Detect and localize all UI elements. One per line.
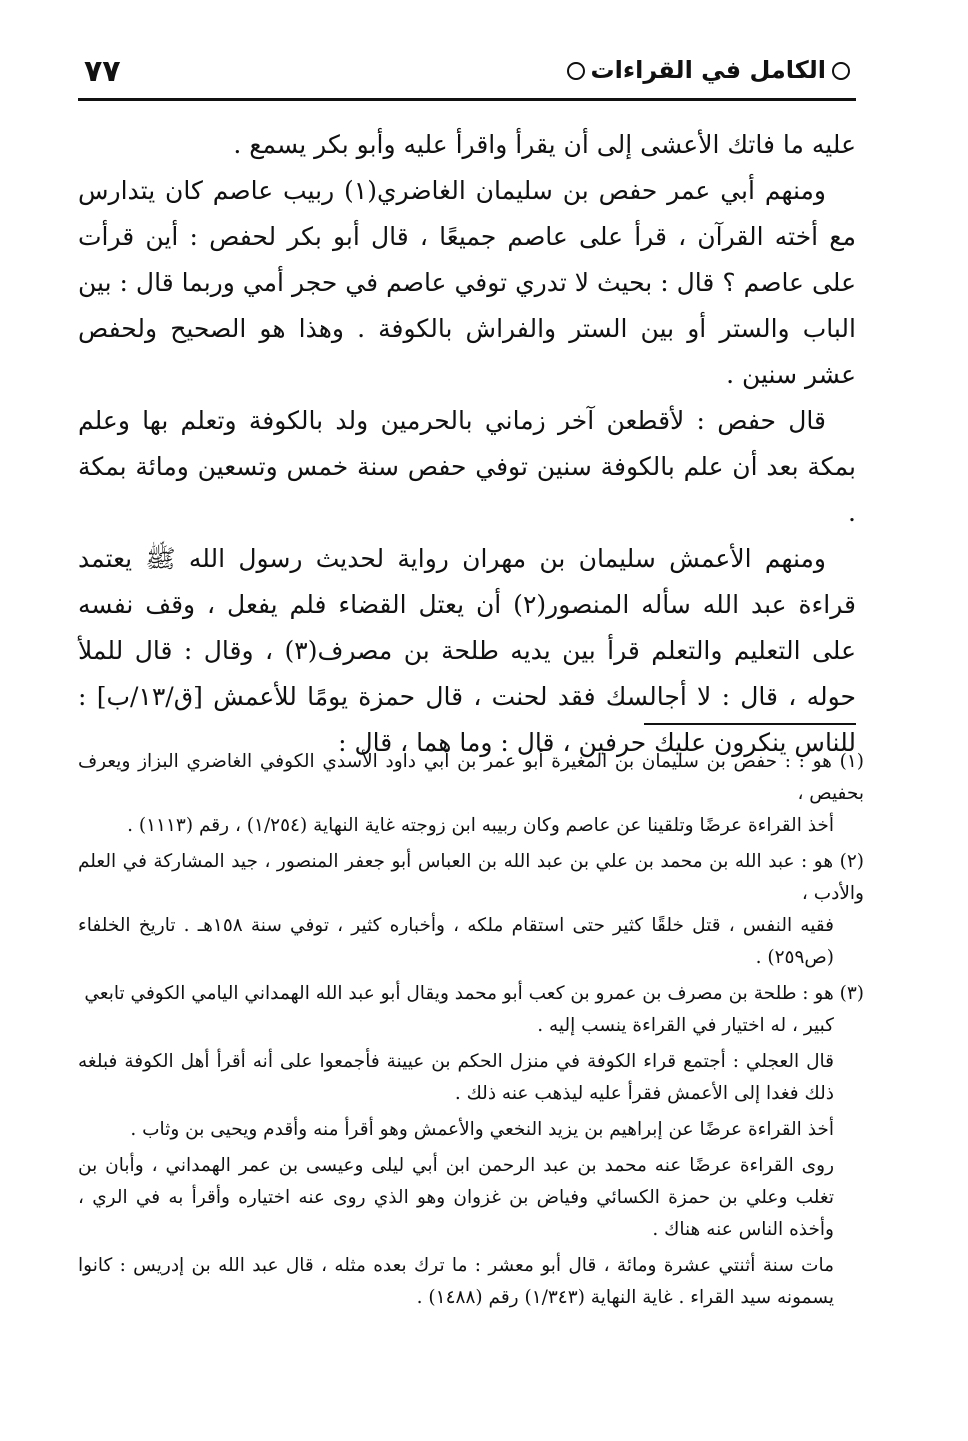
circle-ornament-icon bbox=[567, 62, 585, 80]
footnote-separator bbox=[644, 723, 856, 725]
footnote-1 bbox=[78, 746, 864, 842]
footnote-text: قال العجلي : أجتمع قراء الكوفة في منزل الحكم بن عيينة فأجمعوا على أنه أقرأ أهل الكوفة فبلغه ذلك فغدا إلى الأعمش فقرأ عليه ليذهب عنه ذلك . bbox=[78, 1051, 834, 1104]
book-title: الكامل في القراءات bbox=[590, 56, 826, 84]
footnote-text: هو : عبد الله بن محمد بن علي بن عبد الله بن العباس أبو جعفر المنصور ، جيد المشاركة في العلم والأدب ، bbox=[78, 851, 864, 904]
footnotes bbox=[78, 746, 864, 1318]
footnote-text: كبير ، له اختيار في القراءة ينسب إليه . bbox=[537, 1015, 834, 1036]
footnote-2 bbox=[78, 846, 864, 974]
main-text bbox=[78, 122, 856, 766]
running-header bbox=[78, 52, 856, 101]
footnote-text: روى القراءة عرضًا عنه محمد بن عبد الرحمن ابن أبي ليلى وعيسى بن عمر الهمداني ، وأبان بن تغلب وعلي بن حمزة الكسائي وفياض بن غزوان وهو الذي روى عنه اختياره وأقرأ به في الري ، وأخذه الناس عنه هناك . bbox=[78, 1155, 834, 1240]
footnote-3 bbox=[78, 978, 864, 1042]
running-title bbox=[561, 56, 856, 84]
main-paragraph: عليه ما فاتك الأعشى إلى أن يقرأ واقرأ عليه وأبو بكر يسمع . bbox=[233, 130, 856, 159]
footnote-text: أخذ القراءة عرضًا عن إبراهيم بن يزيد النخعي والأعمش وهو أقرأ منه وأقدم ويحيى بن وثاب . bbox=[130, 1119, 834, 1140]
footnote-number: (١) bbox=[839, 751, 865, 772]
footnote-number: (٣) bbox=[839, 983, 864, 1004]
main-paragraph: قال حفص : لأقطعن آخر زماني بالحرمين ولد بالكوفة وتعلم بها وعلم بمكة بعد أن علم بالكوفة سنين توفي حفص سنة خمس وتسعين ومائة بمكة . bbox=[78, 406, 856, 527]
footnote-text: مات سنة أثنتي عشرة ومائة ، قال أبو معشر : ما ترك بعده مثله ، قال عبد الله بن إدريس : كانوا يسمونه سيد القراء . غاية النهاية (١/٣٤٣) رقم (١٤٨٨) . bbox=[78, 1255, 834, 1308]
circle-ornament-icon bbox=[832, 62, 850, 80]
page-number: ٧٧ bbox=[84, 54, 121, 89]
footnote-number: (٢) bbox=[839, 851, 864, 872]
footnote-text: أخذ القراءة عرضًا وتلقينا عن عاصم وكان ربيبه ابن زوجته غاية النهاية (١/٢٥٤) ، رقم (١١١٣) . bbox=[127, 815, 834, 836]
footnote-text: هو : : حفص بن سليمان بن المغيرة أبو عمر بن أبي داود الأسدي الكوفي الغاضري البزاز ويعرف بحفيص ، bbox=[78, 751, 864, 804]
footnote-text: هو : طلحة بن مصرف بن عمرو بن كعب أبو محمد ويقال أبو عبد الله الهمداني اليامي الكوفي تابعي bbox=[84, 983, 834, 1004]
footnote-text: فقيه النفس ، قتل خلقًا كثير حتى استقام ملكه ، وأخباره كثير ، توفي سنة ١٥٨هـ . تاريخ الخلفاء (ص٢٥٩) . bbox=[78, 915, 834, 968]
main-paragraph: ومنهم أبي عمر حفص بن سليمان الغاضري(١) ربيب عاصم كان يتدارس مع أخته القرآن ، قرأ على عاصم جميعًا ، قال أبو بكر لحفص : أين قرأت على عاصم ؟ قال : بحيث لا تدري توفي عاصم في حجر أمي وربما قال : بين الباب والستر أو بين الستر والفراش بالكوفة . وهذا هو الصحيح ولحفص عشر سنين . bbox=[78, 176, 856, 389]
main-paragraph: ومنهم الأعمش سليمان بن مهران رواية لحديث رسول الله ﷺ يعتمد قراءة عبد الله سأله المنصور(٢) أن يعتل القضاء فلم يفعل ، وقف نفسه على التعليم والتعلم قرأ بين يديه طلحة بن مصرف(٣) ، وقال : قال للملأ حوله ، قال : لا أجالسك فقد لحنت ، قال حمزة يومًا للأعمش [ق/١٣/ب] : للناس ينكرون عليك حرفين ، قال : وما هما ، قال : bbox=[78, 544, 856, 757]
